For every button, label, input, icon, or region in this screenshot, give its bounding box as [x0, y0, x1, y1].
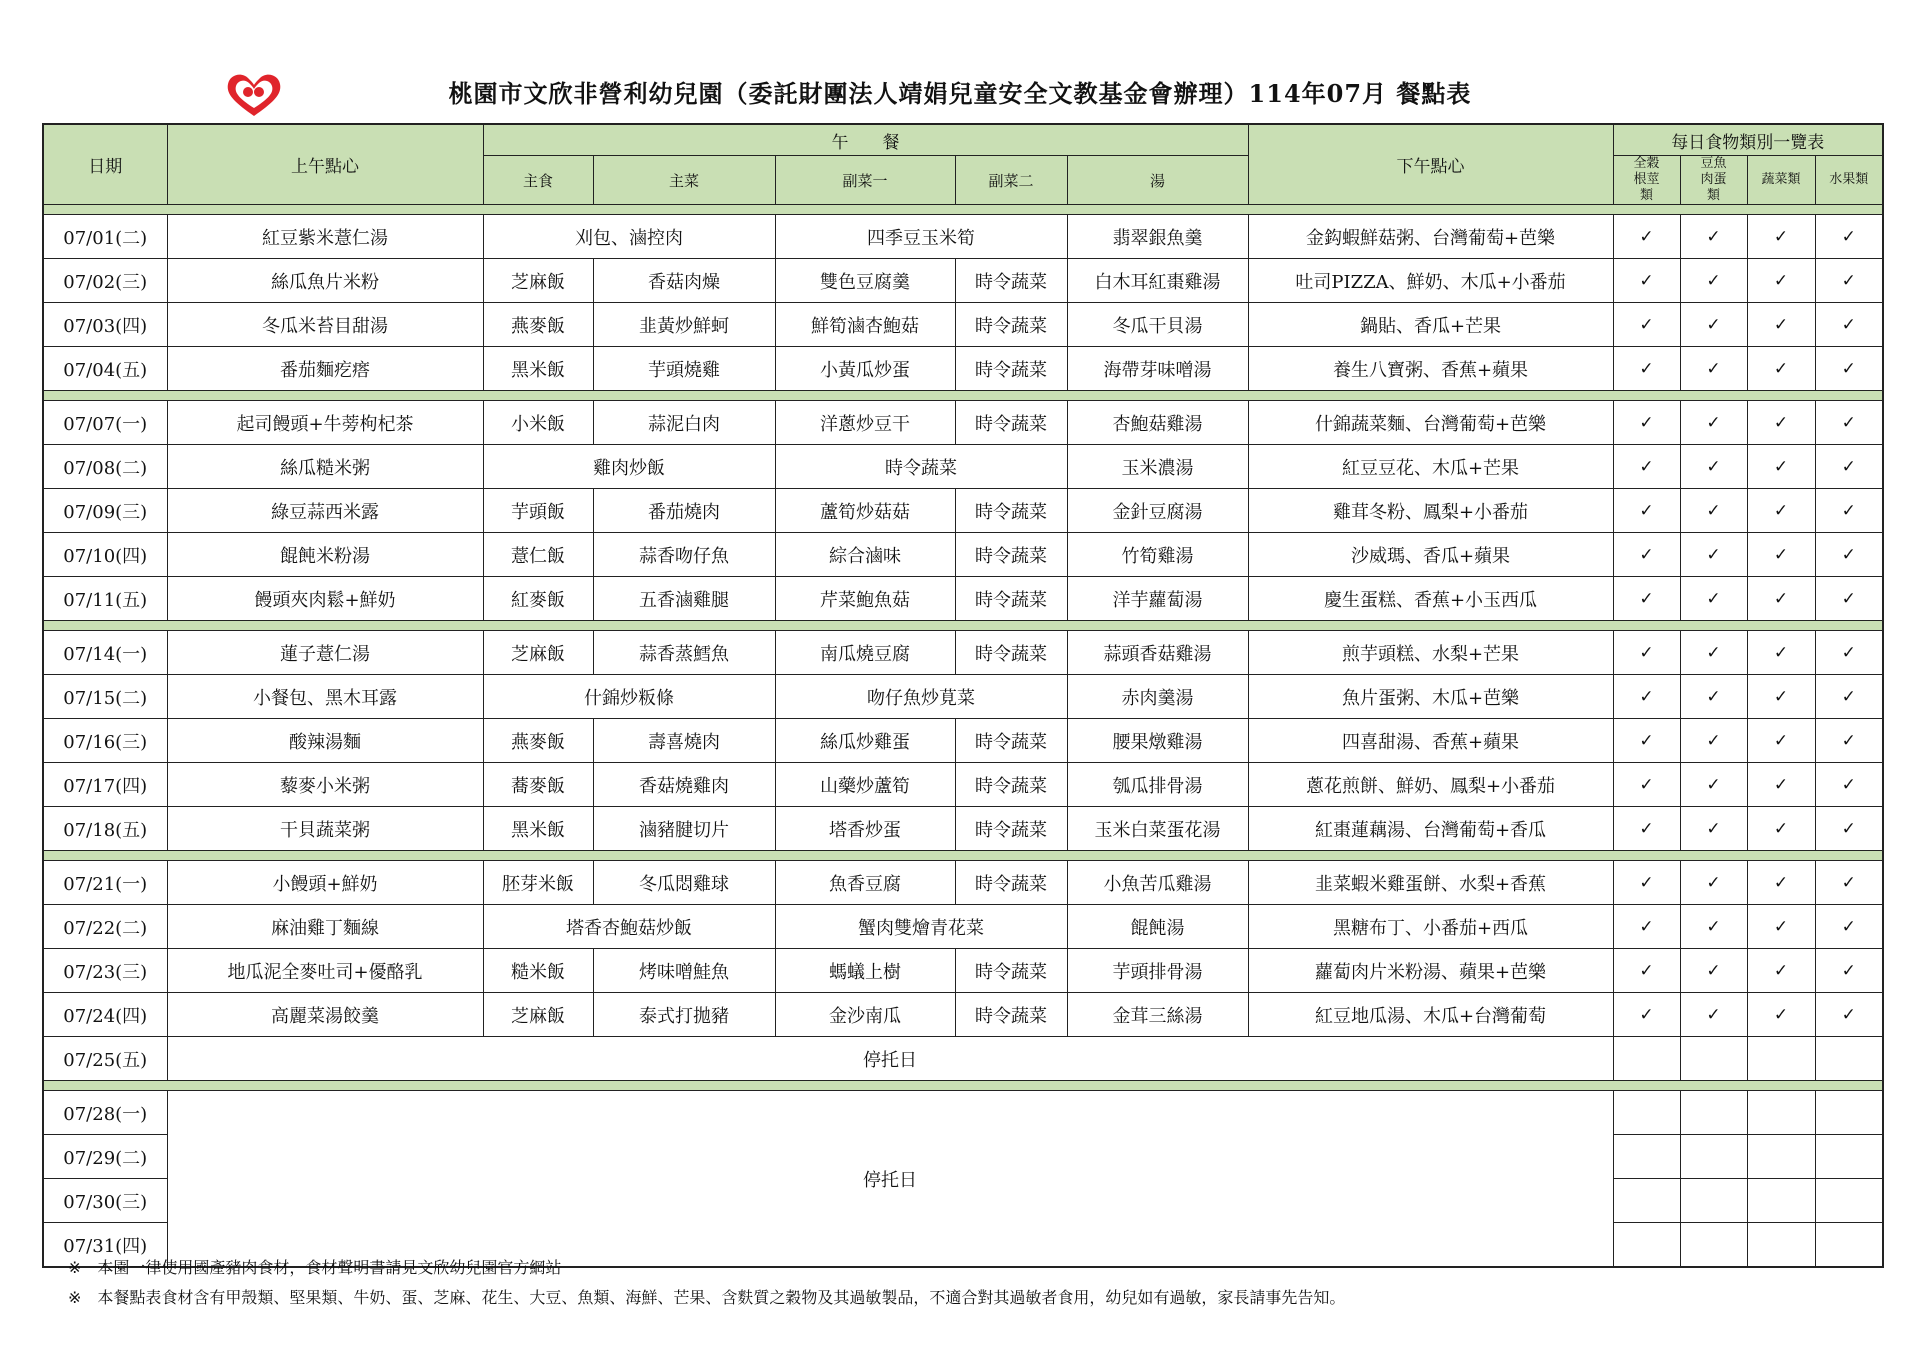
- staple-cell: 黑米飯: [483, 807, 593, 851]
- soup-cell: 玉米濃湯: [1067, 445, 1248, 489]
- food-group-check-icon: ✓: [1613, 631, 1680, 675]
- empty-check-cell: [1613, 1091, 1680, 1135]
- menu-row: [43, 445, 1883, 489]
- food-group-check-icon: ✓: [1747, 993, 1815, 1037]
- am-snack-cell: 絲瓜糙米粥: [167, 445, 483, 489]
- food-group-check-icon: ✓: [1680, 763, 1747, 807]
- staple-cell: 芋頭飯: [483, 489, 593, 533]
- soup-cell: 餛飩湯: [1067, 905, 1248, 949]
- staple-cell: 紅麥飯: [483, 577, 593, 621]
- header-soup: 湯: [1067, 156, 1248, 205]
- side-dish-2-cell: 時令蔬菜: [955, 401, 1067, 445]
- food-group-check-icon: ✓: [1747, 401, 1815, 445]
- food-group-check-icon: ✓: [1613, 259, 1680, 303]
- food-group-check-icon: ✓: [1613, 489, 1680, 533]
- menu-row: [43, 631, 1883, 675]
- am-snack-cell: 地瓜泥全麥吐司+優酪乳: [167, 949, 483, 993]
- menu-body: [43, 205, 1883, 1268]
- empty-check-cell: [1747, 1179, 1815, 1223]
- food-group-check-icon: ✓: [1815, 763, 1883, 807]
- date-cell: 07/28(一): [43, 1091, 167, 1135]
- side-dish-2-cell: 時令蔬菜: [955, 347, 1067, 391]
- empty-check-cell: [1613, 1223, 1680, 1268]
- food-group-check-icon: ✓: [1747, 445, 1815, 489]
- header-pm-snack: 下午點心: [1248, 124, 1613, 205]
- staple-cell: 燕麥飯: [483, 303, 593, 347]
- food-group-check-icon: ✓: [1613, 215, 1680, 259]
- pm-snack-cell: 吐司PIZZA、鮮奶、木瓜+小番茄: [1248, 259, 1613, 303]
- main-dish-cell: 蒜泥白肉: [593, 401, 775, 445]
- staple-cell: 薏仁飯: [483, 533, 593, 577]
- side-dish-2-cell: 時令蔬菜: [955, 807, 1067, 851]
- page-title: 桃園市文欣非營利幼兒園（委託財團法人靖娟兒童安全文教基金會辦理）114年07月 餐點表: [448, 79, 1472, 108]
- food-group-check-icon: ✓: [1747, 489, 1815, 533]
- date-cell: 07/21(一): [43, 861, 167, 905]
- pm-snack-cell: 沙威瑪、香瓜+蘋果: [1248, 533, 1613, 577]
- menu-row: [43, 215, 1883, 259]
- main-dish-cell: 番茄燒肉: [593, 489, 775, 533]
- staple-cell: 糙米飯: [483, 949, 593, 993]
- menu-row: [43, 303, 1883, 347]
- header-staple: 主食: [483, 156, 593, 205]
- empty-check-cell: [1680, 1091, 1747, 1135]
- empty-check-cell: [1815, 1037, 1883, 1081]
- date-cell: 07/18(五): [43, 807, 167, 851]
- am-snack-cell: 酸辣湯麵: [167, 719, 483, 763]
- food-group-check-icon: ✓: [1747, 719, 1815, 763]
- food-group-check-icon: ✓: [1680, 215, 1747, 259]
- pm-snack-cell: 鍋貼、香瓜+芒果: [1248, 303, 1613, 347]
- main-dish-cell: 壽喜燒肉: [593, 719, 775, 763]
- food-group-check-icon: ✓: [1613, 905, 1680, 949]
- date-cell: 07/14(一): [43, 631, 167, 675]
- date-cell: 07/11(五): [43, 577, 167, 621]
- food-group-check-icon: ✓: [1680, 631, 1747, 675]
- pm-snack-cell: 四喜甜湯、香蕉+蘋果: [1248, 719, 1613, 763]
- food-group-check-icon: ✓: [1815, 577, 1883, 621]
- staple-cell: 芝麻飯: [483, 259, 593, 303]
- food-group-check-icon: ✓: [1815, 489, 1883, 533]
- food-group-check-icon: ✓: [1747, 861, 1815, 905]
- date-cell: 07/09(三): [43, 489, 167, 533]
- side-dish-2-cell: 時令蔬菜: [955, 489, 1067, 533]
- food-group-check-icon: ✓: [1815, 631, 1883, 675]
- date-cell: 07/01(二): [43, 215, 167, 259]
- am-snack-cell: 高麗菜湯餃羹: [167, 993, 483, 1037]
- am-snack-cell: 蓮子薏仁湯: [167, 631, 483, 675]
- side-dish-1-cell: 金沙南瓜: [775, 993, 955, 1037]
- food-group-check-icon: ✓: [1613, 303, 1680, 347]
- date-cell: 07/24(四): [43, 993, 167, 1037]
- food-group-check-icon: ✓: [1680, 347, 1747, 391]
- side-dish-2-cell: 時令蔬菜: [955, 861, 1067, 905]
- pm-snack-cell: 紅棗蓮藕湯、台灣葡萄+香瓜: [1248, 807, 1613, 851]
- week-separator: [43, 391, 1883, 401]
- side-dish-2-cell: 時令蔬菜: [955, 993, 1067, 1037]
- soup-cell: 芋頭排骨湯: [1067, 949, 1248, 993]
- am-snack-cell: 小饅頭+鮮奶: [167, 861, 483, 905]
- menu-row: [43, 719, 1883, 763]
- header-grains: 全穀根莖類: [1613, 156, 1680, 205]
- menu-row: [43, 577, 1883, 621]
- food-group-check-icon: ✓: [1613, 675, 1680, 719]
- food-group-check-icon: ✓: [1815, 861, 1883, 905]
- soup-cell: 翡翠銀魚羹: [1067, 215, 1248, 259]
- main-dish-cell: 韭黃炒鮮蚵: [593, 303, 775, 347]
- food-group-check-icon: ✓: [1680, 861, 1747, 905]
- header-food-groups: 每日食物類別一覽表: [1613, 124, 1883, 156]
- food-group-check-icon: ✓: [1815, 401, 1883, 445]
- side-combined-cell: 四季豆玉米筍: [775, 215, 1067, 259]
- lunch-combined-cell: 雞肉炒飯: [483, 445, 775, 489]
- empty-check-cell: [1680, 1135, 1747, 1179]
- staple-cell: 芝麻飯: [483, 631, 593, 675]
- food-group-check-icon: ✓: [1747, 347, 1815, 391]
- side-dish-1-cell: 螞蟻上樹: [775, 949, 955, 993]
- soup-cell: 玉米白菜蛋花湯: [1067, 807, 1248, 851]
- side-dish-1-cell: 鮮筍滷杏鮑菇: [775, 303, 955, 347]
- soup-cell: 腰果燉雞湯: [1067, 719, 1248, 763]
- date-cell: 07/08(二): [43, 445, 167, 489]
- main-dish-cell: 蒜香蒸鱈魚: [593, 631, 775, 675]
- menu-row: [43, 533, 1883, 577]
- food-group-check-icon: ✓: [1613, 719, 1680, 763]
- pm-snack-cell: 紅豆豆花、木瓜+芒果: [1248, 445, 1613, 489]
- heart-logo-icon: [224, 70, 284, 120]
- week-separator: [43, 205, 1883, 215]
- food-group-check-icon: ✓: [1613, 861, 1680, 905]
- food-group-check-icon: ✓: [1815, 905, 1883, 949]
- food-group-check-icon: ✓: [1815, 303, 1883, 347]
- menu-row-closed: [43, 1037, 1883, 1081]
- date-cell: 07/31(四): [43, 1223, 167, 1268]
- food-group-check-icon: ✓: [1613, 763, 1680, 807]
- food-group-check-icon: ✓: [1613, 445, 1680, 489]
- food-group-check-icon: ✓: [1815, 993, 1883, 1037]
- food-group-check-icon: ✓: [1747, 631, 1815, 675]
- side-dish-2-cell: 時令蔬菜: [955, 763, 1067, 807]
- date-cell: 07/29(二): [43, 1135, 167, 1179]
- food-group-check-icon: ✓: [1680, 259, 1747, 303]
- food-group-check-icon: ✓: [1613, 807, 1680, 851]
- pm-snack-cell: 蘿蔔肉片米粉湯、蘋果+芭樂: [1248, 949, 1613, 993]
- am-snack-cell: 綠豆蒜西米露: [167, 489, 483, 533]
- date-cell: 07/03(四): [43, 303, 167, 347]
- food-group-check-icon: ✓: [1613, 949, 1680, 993]
- pm-snack-cell: 雞茸冬粉、鳳梨+小番茄: [1248, 489, 1613, 533]
- food-group-check-icon: ✓: [1680, 807, 1747, 851]
- am-snack-cell: 藜麥小米粥: [167, 763, 483, 807]
- food-group-check-icon: ✓: [1613, 401, 1680, 445]
- soup-cell: 金茸三絲湯: [1067, 993, 1248, 1037]
- am-snack-cell: 冬瓜米苔目甜湯: [167, 303, 483, 347]
- header-date: 日期: [43, 124, 167, 205]
- lunch-combined-cell: 什錦炒粄條: [483, 675, 775, 719]
- menu-row: [43, 763, 1883, 807]
- date-cell: 07/22(二): [43, 905, 167, 949]
- food-group-check-icon: ✓: [1747, 215, 1815, 259]
- soup-cell: 赤肉羹湯: [1067, 675, 1248, 719]
- empty-check-cell: [1815, 1223, 1883, 1268]
- lunch-combined-cell: 刈包、滷控肉: [483, 215, 775, 259]
- am-snack-cell: 絲瓜魚片米粉: [167, 259, 483, 303]
- staple-cell: 蕎麥飯: [483, 763, 593, 807]
- staple-cell: 小米飯: [483, 401, 593, 445]
- am-snack-cell: 番茄麵疙瘩: [167, 347, 483, 391]
- food-group-check-icon: ✓: [1613, 577, 1680, 621]
- food-group-check-icon: ✓: [1815, 675, 1883, 719]
- am-snack-cell: 紅豆紫米薏仁湯: [167, 215, 483, 259]
- side-combined-cell: 蟹肉雙燴青花菜: [775, 905, 1067, 949]
- empty-check-cell: [1613, 1179, 1680, 1223]
- menu-row: [43, 401, 1883, 445]
- food-group-check-icon: ✓: [1680, 489, 1747, 533]
- pm-snack-cell: 魚片蛋粥、木瓜+芭樂: [1248, 675, 1613, 719]
- food-group-check-icon: ✓: [1680, 905, 1747, 949]
- pm-snack-cell: 養生八寶粥、香蕉+蘋果: [1248, 347, 1613, 391]
- pm-snack-cell: 金鈎蝦鮮菇粥、台灣葡萄+芭樂: [1248, 215, 1613, 259]
- side-dish-2-cell: 時令蔬菜: [955, 719, 1067, 763]
- empty-check-cell: [1613, 1135, 1680, 1179]
- main-dish-cell: 香菇肉燥: [593, 259, 775, 303]
- lunch-combined-cell: 塔香杏鮑菇炒飯: [483, 905, 775, 949]
- date-cell: 07/23(三): [43, 949, 167, 993]
- side-dish-1-cell: 綜合滷味: [775, 533, 955, 577]
- date-cell: 07/30(三): [43, 1179, 167, 1223]
- soup-cell: 杏鮑菇雞湯: [1067, 401, 1248, 445]
- soup-cell: 蒜頭香菇雞湯: [1067, 631, 1248, 675]
- food-group-check-icon: ✓: [1680, 303, 1747, 347]
- empty-check-cell: [1680, 1037, 1747, 1081]
- food-group-check-icon: ✓: [1747, 675, 1815, 719]
- am-snack-cell: 麻油雞丁麵線: [167, 905, 483, 949]
- date-cell: 07/02(三): [43, 259, 167, 303]
- main-dish-cell: 冬瓜悶雞球: [593, 861, 775, 905]
- food-group-check-icon: ✓: [1680, 401, 1747, 445]
- date-cell: 07/17(四): [43, 763, 167, 807]
- soup-cell: 小魚苦瓜雞湯: [1067, 861, 1248, 905]
- food-group-check-icon: ✓: [1613, 533, 1680, 577]
- food-group-check-icon: ✓: [1747, 763, 1815, 807]
- food-group-check-icon: ✓: [1747, 577, 1815, 621]
- header-am-snack: 上午點心: [167, 124, 483, 205]
- empty-check-cell: [1680, 1179, 1747, 1223]
- menu-row: [43, 489, 1883, 533]
- main-dish-cell: 泰式打拋豬: [593, 993, 775, 1037]
- food-group-check-icon: ✓: [1680, 445, 1747, 489]
- food-group-check-icon: ✓: [1680, 675, 1747, 719]
- food-group-check-icon: ✓: [1815, 347, 1883, 391]
- pm-snack-cell: 煎芋頭糕、水梨+芒果: [1248, 631, 1613, 675]
- side-combined-cell: 吻仔魚炒莧菜: [775, 675, 1067, 719]
- week-separator: [43, 1081, 1883, 1091]
- am-snack-cell: 干貝蔬菜粥: [167, 807, 483, 851]
- food-group-check-icon: ✓: [1680, 533, 1747, 577]
- menu-row: [43, 861, 1883, 905]
- main-dish-cell: 蒜香吻仔魚: [593, 533, 775, 577]
- menu-row: [43, 949, 1883, 993]
- side-dish-1-cell: 洋蔥炒豆干: [775, 401, 955, 445]
- food-group-check-icon: ✓: [1815, 719, 1883, 763]
- week-separator: [43, 851, 1883, 861]
- side-dish-2-cell: 時令蔬菜: [955, 259, 1067, 303]
- note-pork: ※ 本園一律使用國產豬肉食材，食材聲明書請見文欣幼兒園官方網站: [68, 1258, 562, 1277]
- food-group-check-icon: ✓: [1815, 259, 1883, 303]
- side-dish-1-cell: 蘆筍炒菇菇: [775, 489, 955, 533]
- main-dish-cell: 烤味噌鮭魚: [593, 949, 775, 993]
- side-dish-1-cell: 南瓜燒豆腐: [775, 631, 955, 675]
- closed-week-label: 停托日: [167, 1091, 1613, 1268]
- side-dish-2-cell: 時令蔬菜: [955, 303, 1067, 347]
- header-vegetables: 蔬菜類: [1747, 156, 1815, 205]
- side-dish-1-cell: 山藥炒蘆筍: [775, 763, 955, 807]
- food-group-check-icon: ✓: [1747, 533, 1815, 577]
- side-dish-1-cell: 魚香豆腐: [775, 861, 955, 905]
- food-group-check-icon: ✓: [1815, 807, 1883, 851]
- empty-check-cell: [1613, 1037, 1680, 1081]
- food-group-check-icon: ✓: [1680, 719, 1747, 763]
- empty-check-cell: [1747, 1037, 1815, 1081]
- week-separator: [43, 621, 1883, 631]
- side-dish-2-cell: 時令蔬菜: [955, 533, 1067, 577]
- food-group-check-icon: ✓: [1747, 905, 1815, 949]
- date-cell: 07/07(一): [43, 401, 167, 445]
- food-group-check-icon: ✓: [1747, 303, 1815, 347]
- soup-cell: 白木耳紅棗雞湯: [1067, 259, 1248, 303]
- food-group-check-icon: ✓: [1747, 807, 1815, 851]
- meal-menu-table: [42, 123, 1884, 1268]
- food-group-check-icon: ✓: [1815, 949, 1883, 993]
- date-cell: 07/15(二): [43, 675, 167, 719]
- date-cell: 07/16(三): [43, 719, 167, 763]
- food-group-check-icon: ✓: [1680, 993, 1747, 1037]
- staple-cell: 燕麥飯: [483, 719, 593, 763]
- header-side-dish-2: 副菜二: [955, 156, 1067, 205]
- menu-row-closed: [43, 1091, 1883, 1135]
- pm-snack-cell: 什錦蔬菜麵、台灣葡萄+芭樂: [1248, 401, 1613, 445]
- soup-cell: 瓠瓜排骨湯: [1067, 763, 1248, 807]
- staple-cell: 黑米飯: [483, 347, 593, 391]
- empty-check-cell: [1747, 1091, 1815, 1135]
- side-dish-2-cell: 時令蔬菜: [955, 949, 1067, 993]
- soup-cell: 冬瓜干貝湯: [1067, 303, 1248, 347]
- main-dish-cell: 滷豬腱切片: [593, 807, 775, 851]
- food-group-check-icon: ✓: [1747, 949, 1815, 993]
- side-dish-1-cell: 雙色豆腐羹: [775, 259, 955, 303]
- menu-row: [43, 675, 1883, 719]
- main-dish-cell: 芋頭燒雞: [593, 347, 775, 391]
- soup-cell: 竹筍雞湯: [1067, 533, 1248, 577]
- menu-row: [43, 807, 1883, 851]
- empty-check-cell: [1680, 1223, 1747, 1268]
- empty-check-cell: [1747, 1223, 1815, 1268]
- main-dish-cell: 香菇燒雞肉: [593, 763, 775, 807]
- staple-cell: 胚芽米飯: [483, 861, 593, 905]
- soup-cell: 洋芋蘿蔔湯: [1067, 577, 1248, 621]
- am-snack-cell: 小餐包、黑木耳露: [167, 675, 483, 719]
- empty-check-cell: [1747, 1135, 1815, 1179]
- am-snack-cell: 起司饅頭+牛蒡枸杞茶: [167, 401, 483, 445]
- pm-snack-cell: 黑糖布丁、小番茄+西瓜: [1248, 905, 1613, 949]
- note-allergens: ※ 本餐點表食材含有甲殼類、堅果類、牛奶、蛋、芝麻、花生、大豆、魚類、海鮮、芒果、含麩質之穀物及其過敏製品，不適合對其過敏者食用，幼兒如有過敏，家長請事先告知。: [68, 1288, 1346, 1307]
- food-group-check-icon: ✓: [1815, 215, 1883, 259]
- closed-day-label: 停托日: [167, 1037, 1613, 1081]
- side-dish-1-cell: 絲瓜炒雞蛋: [775, 719, 955, 763]
- header-protein: 豆魚肉蛋類: [1680, 156, 1747, 205]
- food-group-check-icon: ✓: [1613, 993, 1680, 1037]
- menu-row: [43, 993, 1883, 1037]
- empty-check-cell: [1815, 1179, 1883, 1223]
- side-dish-1-cell: 小黃瓜炒蛋: [775, 347, 955, 391]
- date-cell: 07/25(五): [43, 1037, 167, 1081]
- menu-row: [43, 347, 1883, 391]
- pm-snack-cell: 慶生蛋糕、香蕉+小玉西瓜: [1248, 577, 1613, 621]
- empty-check-cell: [1815, 1091, 1883, 1135]
- side-dish-2-cell: 時令蔬菜: [955, 577, 1067, 621]
- staple-cell: 芝麻飯: [483, 993, 593, 1037]
- food-group-check-icon: ✓: [1815, 533, 1883, 577]
- date-cell: 07/10(四): [43, 533, 167, 577]
- side-dish-1-cell: 芹菜鮑魚菇: [775, 577, 955, 621]
- menu-row: [43, 259, 1883, 303]
- food-group-check-icon: ✓: [1613, 347, 1680, 391]
- food-group-check-icon: ✓: [1680, 949, 1747, 993]
- pm-snack-cell: 蔥花煎餅、鮮奶、鳳梨+小番茄: [1248, 763, 1613, 807]
- soup-cell: 金針豆腐湯: [1067, 489, 1248, 533]
- menu-row: [43, 905, 1883, 949]
- header-side-dish-1: 副菜一: [775, 156, 955, 205]
- main-dish-cell: 五香滷雞腿: [593, 577, 775, 621]
- side-dish-2-cell: 時令蔬菜: [955, 631, 1067, 675]
- date-cell: 07/04(五): [43, 347, 167, 391]
- empty-check-cell: [1815, 1135, 1883, 1179]
- header-lunch: 午 餐: [483, 124, 1248, 156]
- am-snack-cell: 饅頭夾肉鬆+鮮奶: [167, 577, 483, 621]
- side-dish-1-cell: 塔香炒蛋: [775, 807, 955, 851]
- food-group-check-icon: ✓: [1747, 259, 1815, 303]
- header-main-dish: 主菜: [593, 156, 775, 205]
- food-group-check-icon: ✓: [1815, 445, 1883, 489]
- header-fruit: 水果類: [1815, 156, 1883, 205]
- soup-cell: 海帶芽味噌湯: [1067, 347, 1248, 391]
- food-group-check-icon: ✓: [1680, 577, 1747, 621]
- pm-snack-cell: 韭菜蝦米雞蛋餅、水梨+香蕉: [1248, 861, 1613, 905]
- side-combined-cell: 時令蔬菜: [775, 445, 1067, 489]
- pm-snack-cell: 紅豆地瓜湯、木瓜+台灣葡萄: [1248, 993, 1613, 1037]
- kindergarten-logo: [224, 70, 284, 120]
- am-snack-cell: 餛飩米粉湯: [167, 533, 483, 577]
